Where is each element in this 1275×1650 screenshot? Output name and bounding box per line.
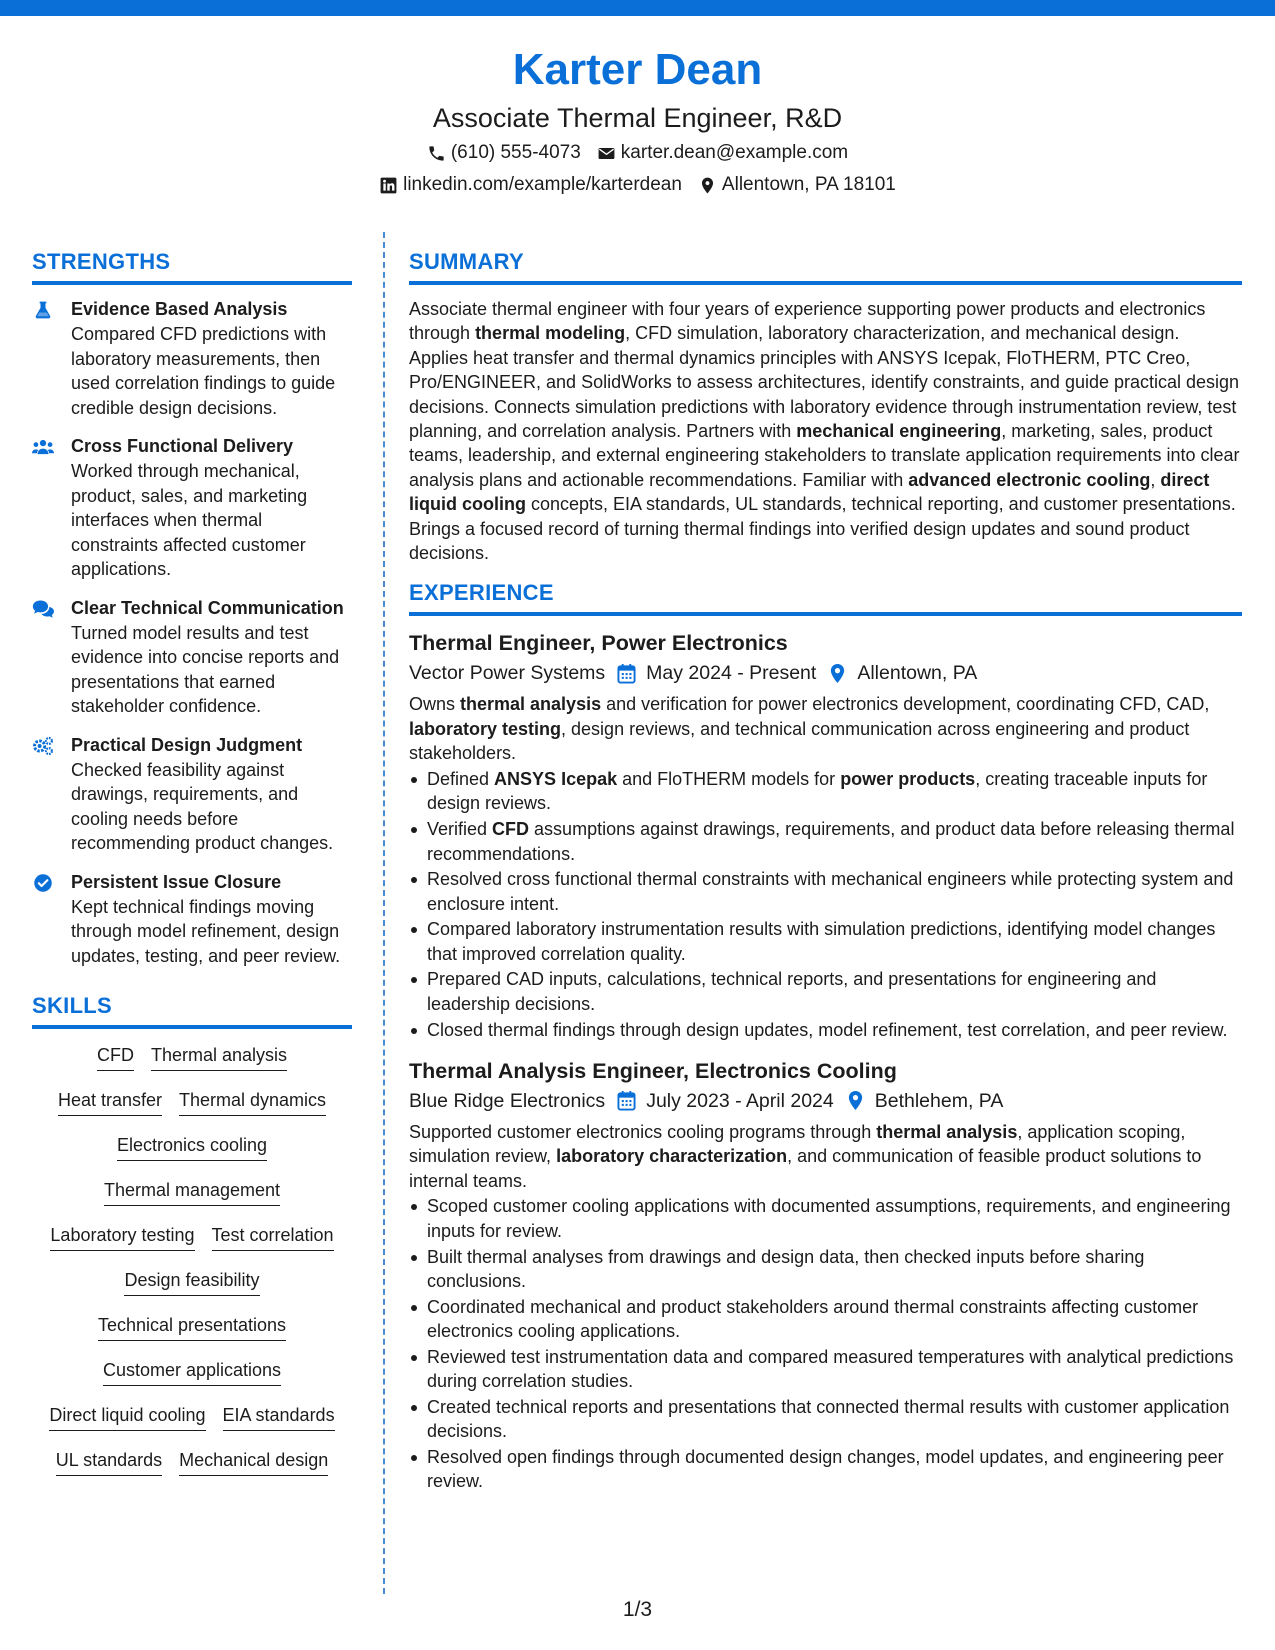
job-location: Allentown, PA [857, 662, 978, 685]
job-entry [409, 1056, 1242, 1494]
bullet-item [409, 1018, 1242, 1042]
job-title: Thermal Analysis Engineer, Electronics Cooling [409, 1058, 897, 1083]
strength-item [32, 434, 352, 582]
bullet-item [409, 1445, 1242, 1494]
text-run: , creating traceable inputs for design reviews. [427, 768, 1208, 814]
experience-rule [409, 612, 1242, 616]
strength-title: Cross Functional Delivery [71, 436, 294, 456]
cogs-icon [32, 733, 71, 856]
text-run: Resolved open findings through documented design changes, model updates, and engineering peer review. [427, 1447, 1224, 1492]
text-run: Prepared CAD inputs, calculations, technical reports, and presentations for engineering and leadership decisions. [427, 969, 1157, 1014]
skill-tag: Thermal analysis [151, 1041, 287, 1071]
page-number: 1/3 [622, 1598, 653, 1621]
bold-text: direct liquid cooling [409, 469, 1210, 515]
calendar-icon [617, 1090, 636, 1111]
location-contact [698, 170, 896, 200]
left-column [32, 246, 352, 1491]
text-run: Created technical reports and presentations that connected thermal results with customer application decisions. [427, 1396, 1230, 1442]
text-run: Defined [427, 768, 495, 789]
envelope-icon [597, 144, 616, 163]
bold-text: CFD [492, 819, 530, 840]
bullet-item [409, 1395, 1242, 1444]
text-run: , and communication of feasible product solutions to internal teams. [409, 1146, 1202, 1191]
bullet-item [409, 817, 1242, 866]
text-run: , application scoping, simulation review, [409, 1121, 1186, 1167]
strength-desc: Kept technical findings moving through model refinement, design updates, testing, and peer review. [71, 896, 341, 966]
company-name: Vector Power Systems [409, 662, 606, 685]
skills-rule [32, 1025, 352, 1029]
column-divider [383, 232, 385, 1594]
text-run: , marketing, sales, product teams, leadership, and external engineering stakeholders to translate application requirements into clear analysis plans and actionable recommendations. Familiar with [409, 421, 1240, 490]
email-address[interactable]: karter.dean@example.com [620, 142, 849, 163]
text-run: concepts, EIA standards, UL standards, technical reporting, and customer presentations. Brings a focused record of turning thermal findings into verified design updates and sound product decisions. [409, 494, 1236, 564]
bullet-item [409, 1194, 1242, 1243]
calendar-icon [617, 663, 636, 684]
bold-text: mechanical engineering [796, 421, 1002, 442]
job-meta [409, 1086, 1242, 1116]
text-run: Scoped customer cooling applications with documented assumptions, requirements, and engineering inputs for review. [427, 1196, 1231, 1241]
bullet-item [409, 1245, 1242, 1294]
linkedin-icon [379, 176, 398, 195]
text-run: Compared laboratory instrumentation results with simulation predictions, identifying model changes that improved correlation quality. [427, 919, 1216, 964]
strength-item [32, 596, 352, 719]
strength-title: Clear Technical Communication [71, 597, 344, 618]
skill-tag: Laboratory testing [50, 1221, 194, 1251]
skill-row [32, 1266, 352, 1296]
job-bullets [409, 767, 1242, 1042]
skill-row [32, 1356, 352, 1386]
job-dates: May 2024 - Present [646, 662, 817, 685]
skill-tag: Customer applications [103, 1356, 281, 1386]
bold-text: thermal modeling [475, 323, 626, 344]
map-pin-icon [846, 1090, 865, 1111]
strength-title: Evidence Based Analysis [71, 299, 288, 319]
skill-tag: Electronics cooling [117, 1131, 267, 1161]
check-circle-icon [32, 870, 71, 969]
bullet-item [409, 867, 1242, 916]
map-pin-icon [828, 663, 847, 684]
skill-row [32, 1131, 352, 1161]
bullet-item [409, 767, 1242, 816]
phone-number: (610) 555-4073 [450, 142, 581, 163]
candidate-name: Karter Dean [512, 45, 763, 94]
job-location: Bethlehem, PA [874, 1089, 1004, 1112]
strength-desc: Turned model results and test evidence into concise reports and presentations that earned stakeholder confidence. [71, 622, 340, 716]
strength-desc: Compared CFD predictions with laboratory measurements, then used correlation findings to guide credible design decisions. [71, 324, 336, 418]
strength-item [32, 297, 352, 420]
skill-tag: Heat transfer [58, 1086, 162, 1116]
strength-title: Persistent Issue Closure [71, 871, 282, 892]
company-name: Blue Ridge Electronics [409, 1089, 606, 1112]
skills-heading: SKILLS [32, 993, 113, 1018]
phone-icon [427, 144, 446, 163]
map-pin-icon [698, 176, 717, 195]
job-bullets [409, 1194, 1242, 1493]
summary-heading: SUMMARY [409, 249, 524, 274]
contact-row-1 [0, 138, 1275, 168]
summary-rule [409, 281, 1242, 285]
strength-desc: Checked feasibility against drawings, requirements, and cooling needs before recommending product changes. [71, 759, 334, 853]
strength-title: Practical Design Judgment [71, 734, 303, 755]
text-run: Coordinated mechanical and product stakeholders around thermal constraints affecting customer electronics cooling applications. [427, 1296, 1199, 1342]
summary-text [409, 297, 1242, 565]
text-run: Built thermal analyses from drawings and design data, then checked inputs before sharing conclusions. [427, 1246, 1145, 1291]
resume-header [0, 40, 1275, 200]
linkedin-contact[interactable] [379, 170, 682, 200]
bullet-item [409, 1295, 1242, 1344]
text-run: and verification for power electronics development, coordinating CFD, CAD, [601, 694, 1210, 715]
linkedin-url[interactable]: linkedin.com/example/karterdean [403, 174, 682, 195]
strength-item [32, 733, 352, 856]
bold-text: thermal analysis [460, 694, 602, 715]
skill-row [32, 1401, 352, 1431]
contact-row-2 [0, 170, 1275, 200]
skill-tag: Thermal dynamics [179, 1086, 326, 1116]
skill-tag: UL standards [56, 1446, 162, 1476]
text-run: and FloTHERM models for [617, 768, 841, 789]
text-run: , [1150, 469, 1161, 490]
comments-icon [32, 596, 71, 719]
text-run: Owns [409, 694, 461, 715]
skill-row [32, 1086, 352, 1116]
strength-desc: Worked through mechanical, product, sales, and marketing interfaces when thermal constraints affected customer applications. [71, 461, 308, 579]
text-run: Resolved cross functional thermal constraints with mechanical engineers while protecting system and enclosure intent. [427, 869, 1234, 914]
skill-tag: Mechanical design [179, 1446, 328, 1476]
strengths-heading: STRENGTHS [32, 249, 171, 274]
skill-tag: Direct liquid cooling [49, 1401, 205, 1431]
text-run: Closed thermal findings through design updates, model refinement, test correlation, and peer review. [427, 1019, 1228, 1040]
skill-row [32, 1221, 352, 1251]
top-accent-bar [0, 0, 1275, 16]
strength-item [32, 870, 352, 969]
bold-text: ANSYS Icepak [494, 768, 618, 789]
job-dates: July 2023 - April 2024 [646, 1089, 834, 1112]
skills-list [32, 1041, 352, 1476]
text-run: Associate thermal engineer with four years of experience supporting power products and electronics through [409, 299, 1206, 344]
bold-text: laboratory testing [409, 718, 562, 739]
job-title: Thermal Engineer, Power Electronics [409, 631, 788, 656]
skill-tag: Technical presentations [98, 1311, 286, 1341]
skill-row [32, 1041, 352, 1071]
job-intro [409, 1120, 1242, 1193]
email-contact[interactable] [597, 138, 848, 168]
strengths-rule [32, 281, 352, 285]
skill-tag: Thermal management [104, 1176, 280, 1206]
text-run: Verified [427, 819, 493, 840]
location-text: Allentown, PA 18101 [721, 174, 896, 195]
text-run: Reviewed test instrumentation data and compared measured temperatures with analytical predictions during correlation studies. [427, 1346, 1234, 1392]
phone-contact [427, 138, 581, 168]
bullet-item [409, 1345, 1242, 1394]
right-column [409, 246, 1242, 1508]
job-entry [409, 628, 1242, 1041]
skill-tag: Test correlation [212, 1221, 334, 1251]
skill-tag: Design feasibility [124, 1266, 259, 1296]
skill-tag: CFD [97, 1041, 134, 1071]
skill-row [32, 1176, 352, 1206]
text-run: , CFD simulation, laboratory characterization, and mechanical design. Applies heat transfer and thermal dynamics principles with ANSYS Icepak, FloTHERM, PTC Creo, Pro/ENGINEER, and SolidWorks to assess architectures, identify constraints, and guide practical design decisions. Connects simulation predictions with laboratory evidence through instrumentation review, test planning, and correlation analysis. Partners with [409, 323, 1240, 442]
candidate-title: Associate Thermal Engineer, R&D [432, 103, 843, 133]
text-run: assumptions against drawings, requirements, and product data before releasing thermal recommendations. [427, 819, 1235, 864]
skill-row [32, 1311, 352, 1341]
text-run: Supported customer electronics cooling programs through [409, 1121, 877, 1142]
bold-text: laboratory characterization [556, 1146, 788, 1167]
text-run: , design reviews, and technical communication across engineering and product stakeholders. [409, 718, 1190, 764]
experience-heading: EXPERIENCE [409, 580, 554, 606]
skill-row [32, 1446, 352, 1476]
bold-text: power products [840, 768, 976, 789]
bold-text: thermal analysis [876, 1121, 1018, 1142]
bold-text: advanced electronic cooling [908, 469, 1151, 490]
skill-tag: EIA standards [223, 1401, 335, 1431]
job-meta [409, 658, 1242, 688]
flask-icon [32, 297, 71, 420]
bullet-item [409, 967, 1242, 1016]
users-icon [32, 434, 71, 582]
bullet-item [409, 917, 1242, 966]
job-intro [409, 692, 1242, 765]
